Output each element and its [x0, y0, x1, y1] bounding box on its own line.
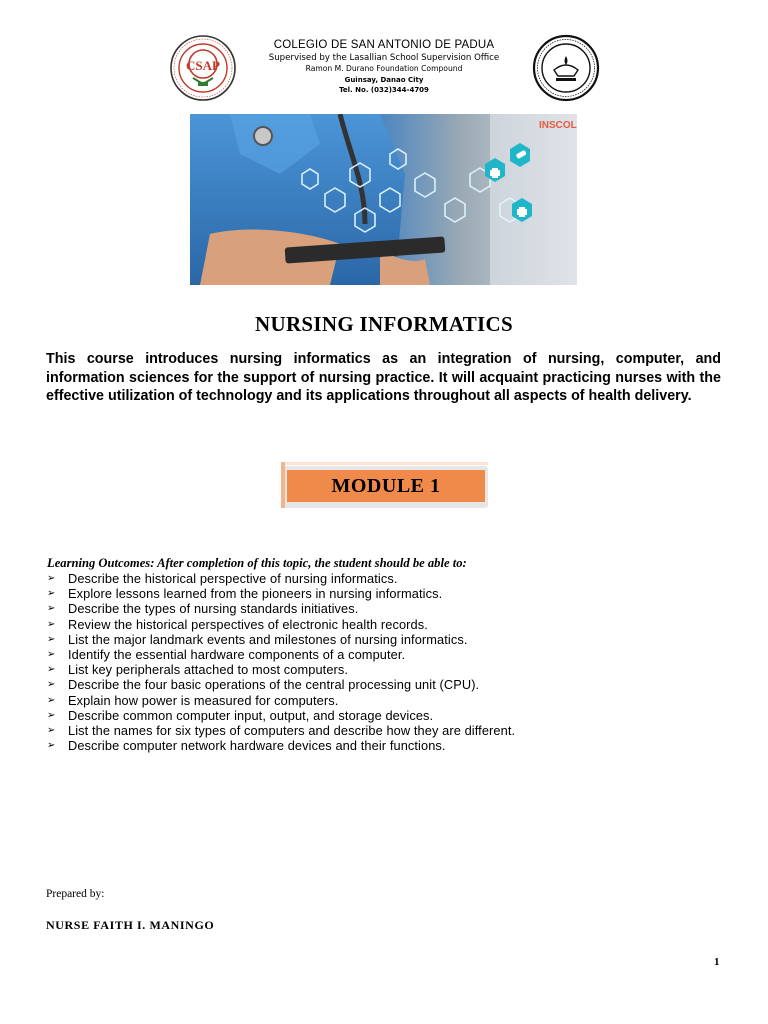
arrow-bullet-icon: ➢ — [47, 573, 56, 585]
outcome-item — [47, 617, 727, 632]
course-description: This course introduces nursing informatics as an integration of nursing, computer, and information sciences for the support of nursing practice. It will acquaint practicing nurses with the effective utilization of technology and its applications throughout all aspects of health delivery. — [46, 351, 721, 404]
arrow-bullet-icon: ➢ — [47, 694, 56, 706]
outcome-text: List the names for six types of computers and describe how they are different. — [68, 722, 516, 738]
arrow-bullet-icon: ➢ — [47, 649, 56, 661]
outcome-item — [47, 723, 727, 738]
author-name: NURSE FAITH I. MANINGO — [46, 918, 215, 932]
arrow-bullet-icon: ➢ — [47, 740, 56, 752]
learning-outcomes-heading: Learning Outcomes: After completion of this topic, the student should be able to: — [47, 556, 467, 570]
school-name: COLEGIO DE SAN ANTONIO DE PADUA — [273, 39, 495, 51]
module-badge — [281, 462, 488, 508]
arrow-bullet-icon: ➢ — [47, 679, 56, 691]
module-badge-highlight — [281, 462, 488, 465]
telephone-line: Tel. No. (032)344-4709 — [339, 85, 429, 94]
module-badge-fill — [287, 470, 485, 502]
outcome-item — [47, 601, 727, 616]
arrow-bullet-icon: ➢ — [47, 724, 56, 736]
arrow-bullet-icon: ➢ — [47, 618, 56, 630]
document-title: NURSING INFORMATICS — [255, 312, 513, 336]
outcome-text: Explore lessons learned from the pioneers in nursing informatics. — [68, 586, 443, 602]
prepared-by-label: Prepared by: — [46, 888, 105, 900]
outcome-text: Describe the four basic operations of the central processing unit (CPU). — [68, 677, 480, 693]
arrow-bullet-icon: ➢ — [47, 633, 56, 645]
outcome-text: Describe computer network hardware devices and their functions. — [68, 738, 446, 754]
outcome-item — [47, 738, 727, 753]
outcome-text: Describe the historical perspective of nursing informatics. — [68, 571, 398, 587]
outcome-item — [47, 586, 727, 601]
location-line: Guinsay, Danao City — [344, 75, 424, 84]
outcome-item — [47, 647, 727, 662]
document-header — [0, 34, 768, 104]
arrow-bullet-icon: ➢ — [47, 588, 56, 600]
outcome-text: Describe common computer input, output, and storage devices. — [68, 707, 434, 723]
arrow-bullet-icon: ➢ — [47, 709, 56, 721]
outcome-text: Review the historical perspectives of electronic health records. — [68, 616, 428, 632]
module-label: MODULE 1 — [331, 474, 441, 497]
outcome-item — [47, 693, 727, 708]
outcome-item — [47, 632, 727, 647]
outcome-text: Explain how power is measured for computers. — [68, 692, 339, 708]
outcome-text: List key peripherals attached to most computers. — [68, 662, 349, 678]
svg-text:CSAP: CSAP — [186, 58, 220, 73]
header-text-block — [238, 38, 530, 95]
college-of-nursing-seal-logo — [532, 34, 600, 102]
outcome-text: Describe the types of nursing standards initiatives. — [68, 601, 359, 617]
outcome-item — [47, 708, 727, 723]
svg-text:INSCOL: INSCOL — [539, 120, 577, 131]
foundation-line: Ramon M. Durano Foundation Compound — [305, 64, 463, 73]
supervision-line: Supervised by the Lasallian School Supervision Office — [268, 53, 500, 63]
arrow-bullet-icon: ➢ — [47, 603, 56, 615]
module-badge-edge — [281, 462, 285, 508]
outcome-text: Identify the essential hardware components of a computer. — [68, 647, 406, 663]
arrow-bullet-icon: ➢ — [47, 664, 56, 676]
outcome-text: List the major landmark events and milestones of nursing informatics. — [68, 631, 468, 647]
banner-image — [190, 114, 577, 285]
learning-outcomes — [47, 556, 727, 753]
school-seal-logo — [169, 34, 237, 102]
outcome-item — [47, 571, 727, 586]
outcome-item — [47, 662, 727, 677]
outcome-item — [47, 677, 727, 692]
nurse-with-tablet-icon — [190, 114, 577, 285]
page-number: 1 — [714, 956, 720, 968]
